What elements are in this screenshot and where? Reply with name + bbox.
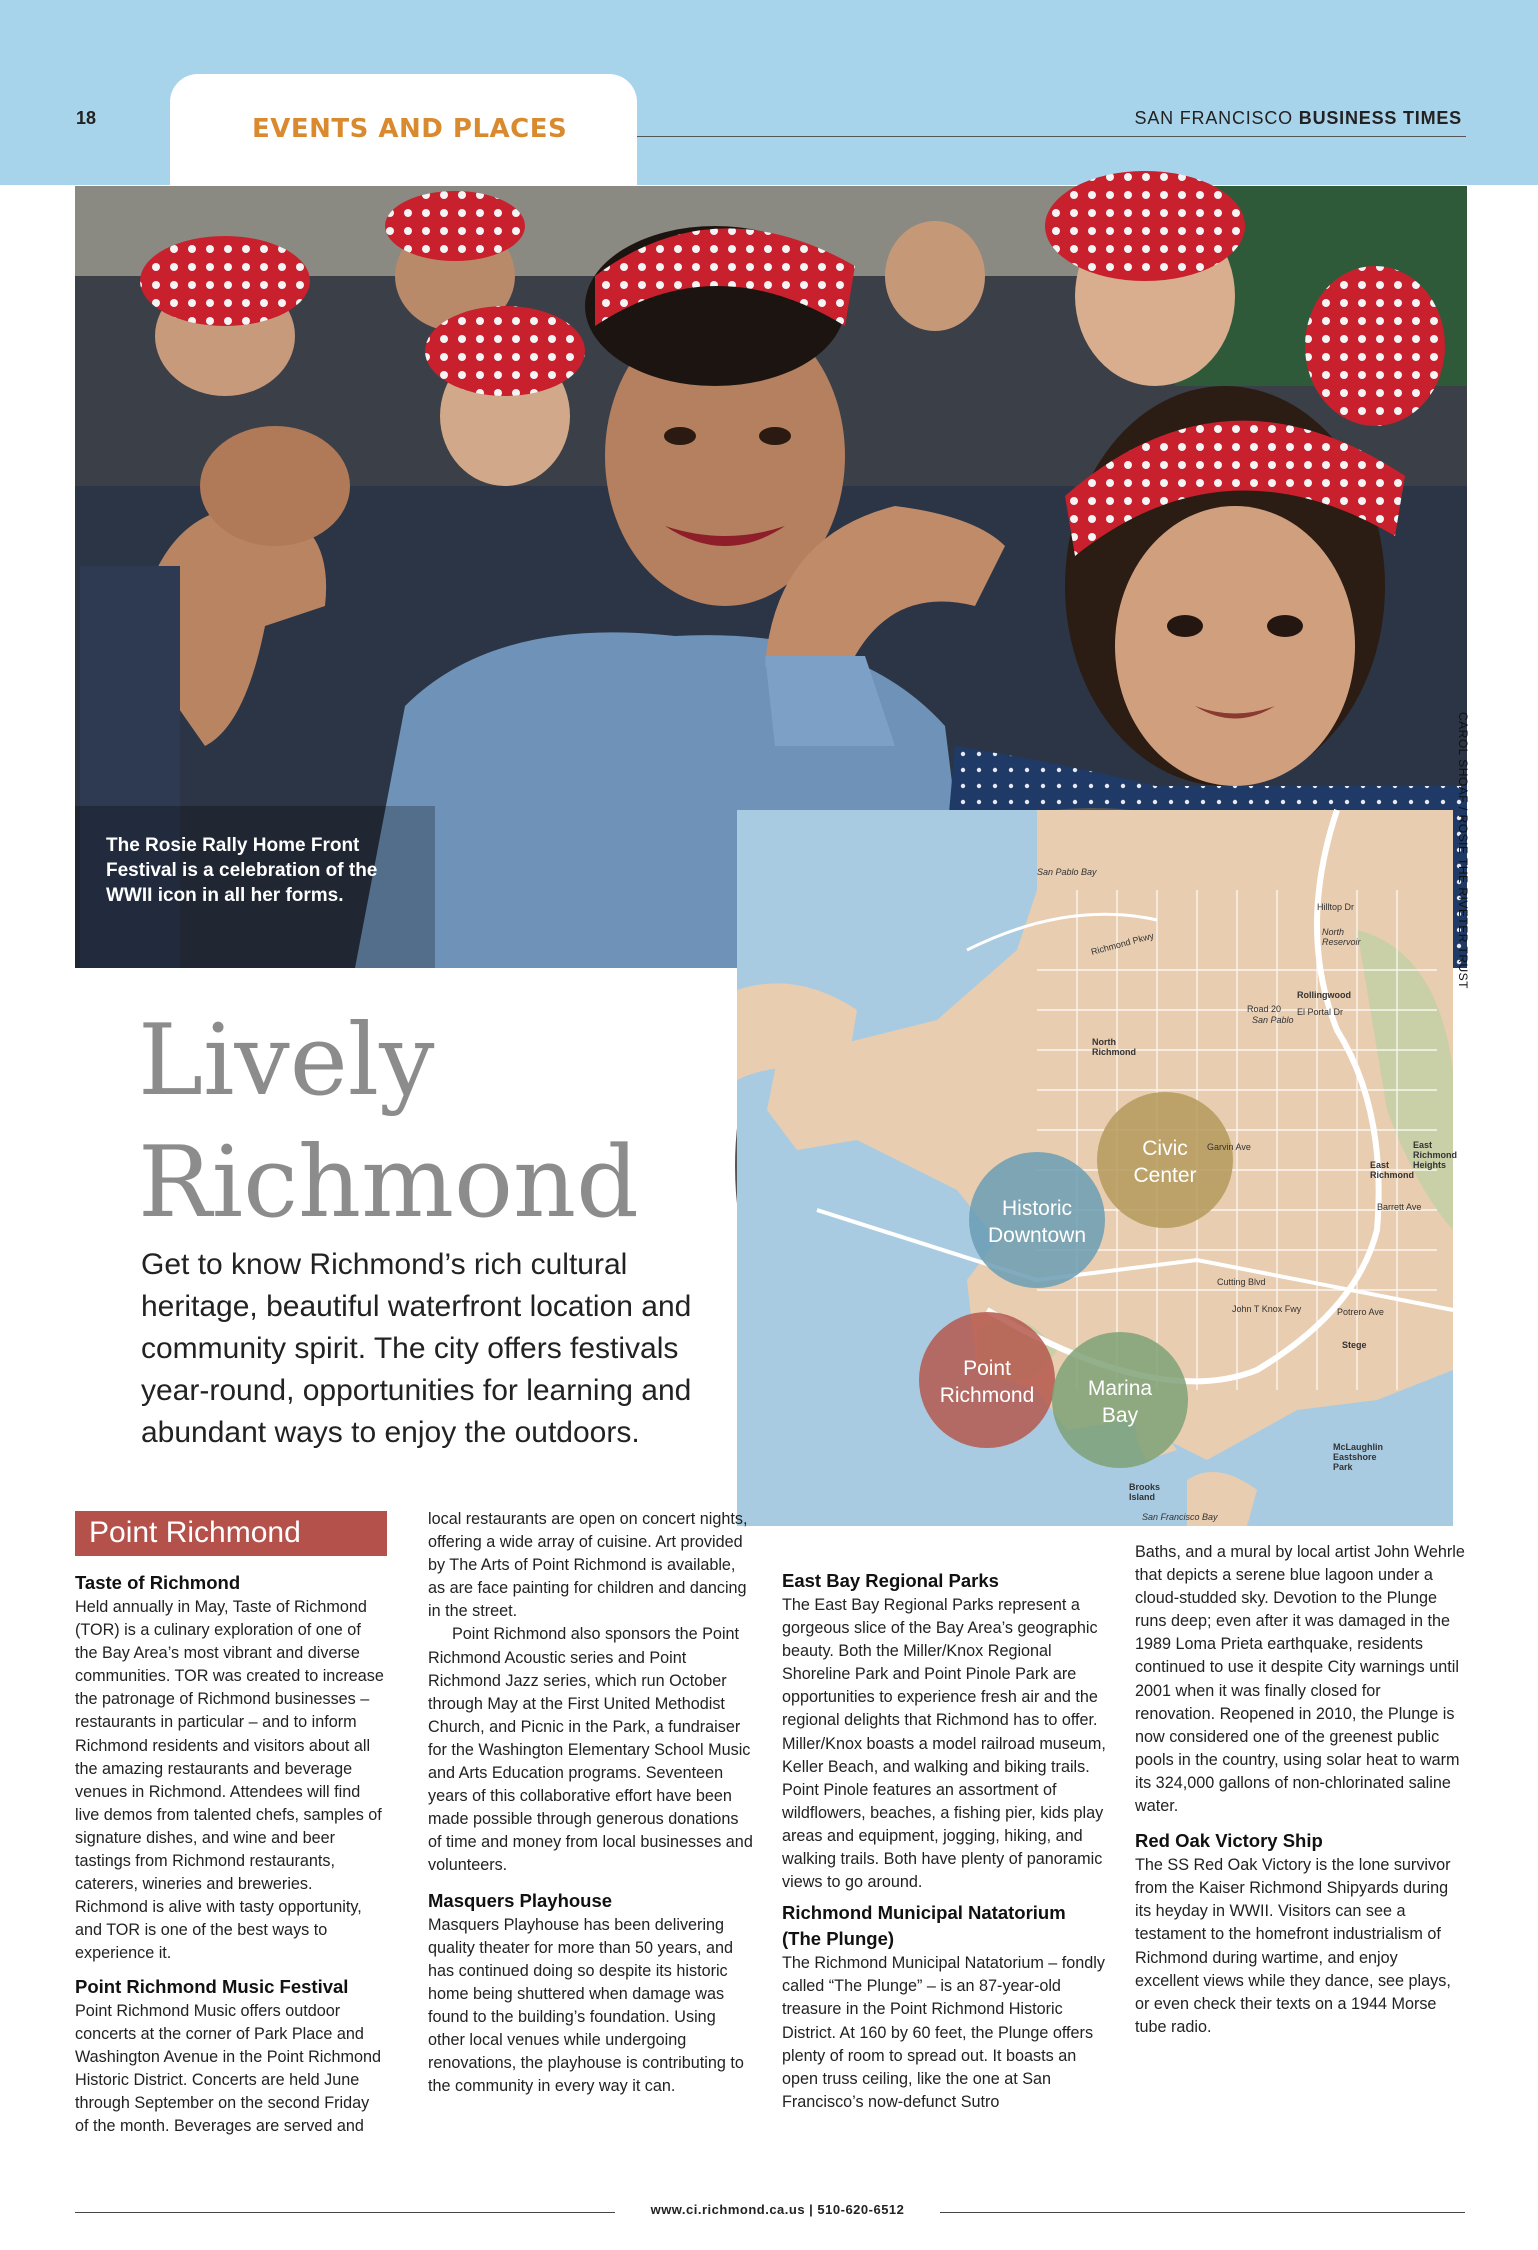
svg-text:Rollingwood: Rollingwood <box>1297 990 1351 1000</box>
svg-text:Eastshore: Eastshore <box>1333 1452 1377 1462</box>
svg-text:San Pablo: San Pablo <box>1252 1015 1294 1025</box>
svg-text:Richmond: Richmond <box>1413 1150 1457 1160</box>
svg-text:Barrett Ave: Barrett Ave <box>1377 1202 1422 1212</box>
intro-text: Get to know Richmond’s rich cultural heritage, beautiful waterfront location and community spirit. The city offers festivals year-round, opportunities for learning and abundant ways to enjoy the outdoors. <box>141 1248 692 1449</box>
svg-text:East: East <box>1370 1160 1390 1170</box>
svg-text:Richmond: Richmond <box>1370 1170 1414 1180</box>
map-district-civic-center: Civic Center <box>1133 1137 1197 1187</box>
header-rule <box>637 136 1466 137</box>
photo-credit: CAROL SHOAF / ROSIE THE RIVETER TRUST <box>1456 712 1470 989</box>
taste-heading: Taste of Richmond <box>75 1572 241 1593</box>
svg-text:Road 20: Road 20 <box>1247 1004 1282 1014</box>
publication-name <box>1135 108 1462 129</box>
footer-contact[interactable]: www.ci.richmond.ca.us | 510-620-6512 <box>650 2202 905 2217</box>
svg-text:Park: Park <box>1333 1462 1353 1472</box>
masquers-heading: Masquers Playhouse <box>428 1889 613 1911</box>
section-tab-label: EVENTS AND PLACES <box>252 114 568 144</box>
svg-text:Stege: Stege <box>1342 1340 1367 1350</box>
svg-text:Richmond Pkwy: Richmond Pkwy <box>1089 930 1155 957</box>
svg-text:El Portal Dr: El Portal Dr <box>1297 1007 1344 1017</box>
footer-rule-right <box>940 2212 1465 2213</box>
music-festival-text: Point Richmond Music offers outdoor concerts at the corner of Park Place and Washington Avenue in the Point Richmond Historic District. Concerts are held June through September on the second Friday of the month. Beverages are served and <box>75 2001 381 2135</box>
sponsors-text: Point Richmond also sponsors the Point Richmond Acoustic series and Point Richmond Jazz series, which run October through May at the First United Methodist Church, and Picnic in the Park, a fundraiser for the Washington Elementary School Music and Arts Education programs. Seventeen years of this collaborative effort have been made possible through generous donations of time and money from local businesses and volunteers. <box>428 1625 753 1875</box>
music-festival-text-cont: local restaurants are open on concert nights, offering a wide array of cuisine. Art provided by The Arts of Point Richmond is available, as are face painting for children and dancing in the street. <box>428 1510 748 1621</box>
plunge-heading: Richmond Municipal Natatorium (The Plunge) <box>782 1902 1066 1950</box>
plunge-text: The Richmond Municipal Natatorium – fondly called “The Plunge” – is an 87-year-old treasure in the Point Richmond Historic District. At 160 by 60 feet, the Plunge offers plenty of room to spread out. It boasts an open truss ceiling, like the one at San Francisco’s now-defunct Sutro <box>782 1954 1105 2111</box>
ship-heading: Red Oak Victory Ship <box>1135 1830 1323 1852</box>
svg-text:Reservoir: Reservoir <box>1322 937 1361 947</box>
article-column-4 <box>1135 1541 1465 2039</box>
svg-text:East: East <box>1413 1140 1433 1150</box>
ship-text: The SS Red Oak Victory is the lone survivor from the Kaiser Richmond Shipyards during its heyday in WWII. Visitors can see a testament to the homefront industrialism of Richmond during wartime, and enjoy excellent views while they dance, see plays, or even check their texts on a 1944 Morse tube radio. <box>1135 1856 1451 2036</box>
music-festival-heading: Point Richmond Music Festival <box>75 1975 349 1997</box>
publication-name-bold: BUSINESS TIMES <box>1298 108 1462 128</box>
taste-text: Held annually in May, Taste of Richmond (TOR) is a culinary exploration of one of the Bay Area’s most vibrant and diverse communities. TOR was created to increase the patronage of Richmond businesses – restaurants in particular – and to inform Richmond residents and visitors about all the amazing restaurants and beverage venues in Richmond. Attendees will find live demos from talented chefs, samples of signature dishes, and wine and beer tastings from Richmond restaurants, caterers, wineries and breweries. Richmond is alive with tasty opportunity, and TOR is one of the best ways to experience it. <box>75 1598 384 1963</box>
svg-text:Heights: Heights <box>1413 1160 1447 1170</box>
svg-text:North: North <box>1322 927 1345 937</box>
svg-text:Cutting Blvd: Cutting Blvd <box>1217 1277 1266 1287</box>
richmond-map <box>735 808 1457 1524</box>
svg-text:Richmond: Richmond <box>1092 1047 1136 1057</box>
parks-text: The East Bay Regional Parks represent a gorgeous slice of the Bay Area’s geographic beauty. Both the Miller/Knox Regional Shoreline Park and Point Pinole Park are opportunities to experience fresh air and the regional delights that Richmond has to offer. Miller/Knox boasts a model railroad museum, Keller Beach, and walking and biking trails. Point Pinole features an assortment of wildflowers, beaches, a fishing pier, kids play areas and equipment, jogging, hiking, and walking trails. Both have plenty of panoramic views to go around. <box>782 1596 1106 1892</box>
svg-text:Island: Island <box>1129 1492 1156 1502</box>
headline-line-2: Richmond <box>138 1126 639 1240</box>
plunge-text-cont: Baths, and a mural by local artist John Wehrle that depicts a serene blue lagoon under a cloud-studded sky. Devotion to the Plunge runs deep; even after it was damaged in the 1989 Loma Prieta earthquake, residents continued to use it despite City warnings until 2001 when it was finally closed for renovation. Reopened in 2010, the Plunge is now considered one of the greenest public pools in the country, using solar heat to warm its 324,000 gallons of non-chlorinated saline water. <box>1135 1543 1465 1816</box>
svg-text:Brooks: Brooks <box>1129 1482 1161 1492</box>
article-column-1 <box>75 1570 387 2138</box>
headline-line-1: Lively <box>138 1004 435 1118</box>
svg-text:San Francisco Bay: San Francisco Bay <box>1142 1512 1218 1522</box>
section-tab <box>170 74 637 185</box>
map-district-marina-bay: Marina Bay <box>1087 1377 1153 1427</box>
svg-text:Garvin Ave: Garvin Ave <box>1207 1142 1251 1152</box>
svg-text:San Pablo Bay: San Pablo Bay <box>1037 867 1097 877</box>
svg-text:John T Knox Fwy: John T Knox Fwy <box>1232 1304 1302 1314</box>
map-district-point-richmond: Point Richmond <box>939 1357 1035 1407</box>
photo-caption: The Rosie Rally Home Front Festival is a celebration of the WWII icon in all her forms. <box>106 835 378 906</box>
parks-heading: East Bay Regional Parks <box>782 1570 999 1591</box>
svg-text:Potrero Ave: Potrero Ave <box>1337 1307 1384 1317</box>
article-column-3 <box>782 1568 1107 2114</box>
map-graphic <box>737 810 1457 1526</box>
svg-text:McLaughlin: McLaughlin <box>1333 1442 1383 1452</box>
svg-text:Hilltop Dr: Hilltop Dr <box>1317 902 1355 912</box>
page-number: 18 <box>76 108 97 128</box>
map-district-historic-downtown: Historic Downtown <box>987 1197 1087 1247</box>
section-title: Point Richmond <box>89 1516 301 1549</box>
headline <box>138 1000 639 1244</box>
publication-name-light: SAN FRANCISCO <box>1134 108 1293 128</box>
section-title-box <box>75 1511 387 1556</box>
masquers-text: Masquers Playhouse has been delivering quality theater for more than 50 years, and has continued doing so despite its historic home being shuttered when damage was found to the building’s foundation. Using other local venues while undergoing renovations, the playhouse is contributing to the community in every way it can. <box>428 1915 744 2096</box>
footer-rule-left <box>75 2212 615 2213</box>
svg-text:North: North <box>1092 1037 1116 1047</box>
article-column-2 <box>428 1508 753 2098</box>
